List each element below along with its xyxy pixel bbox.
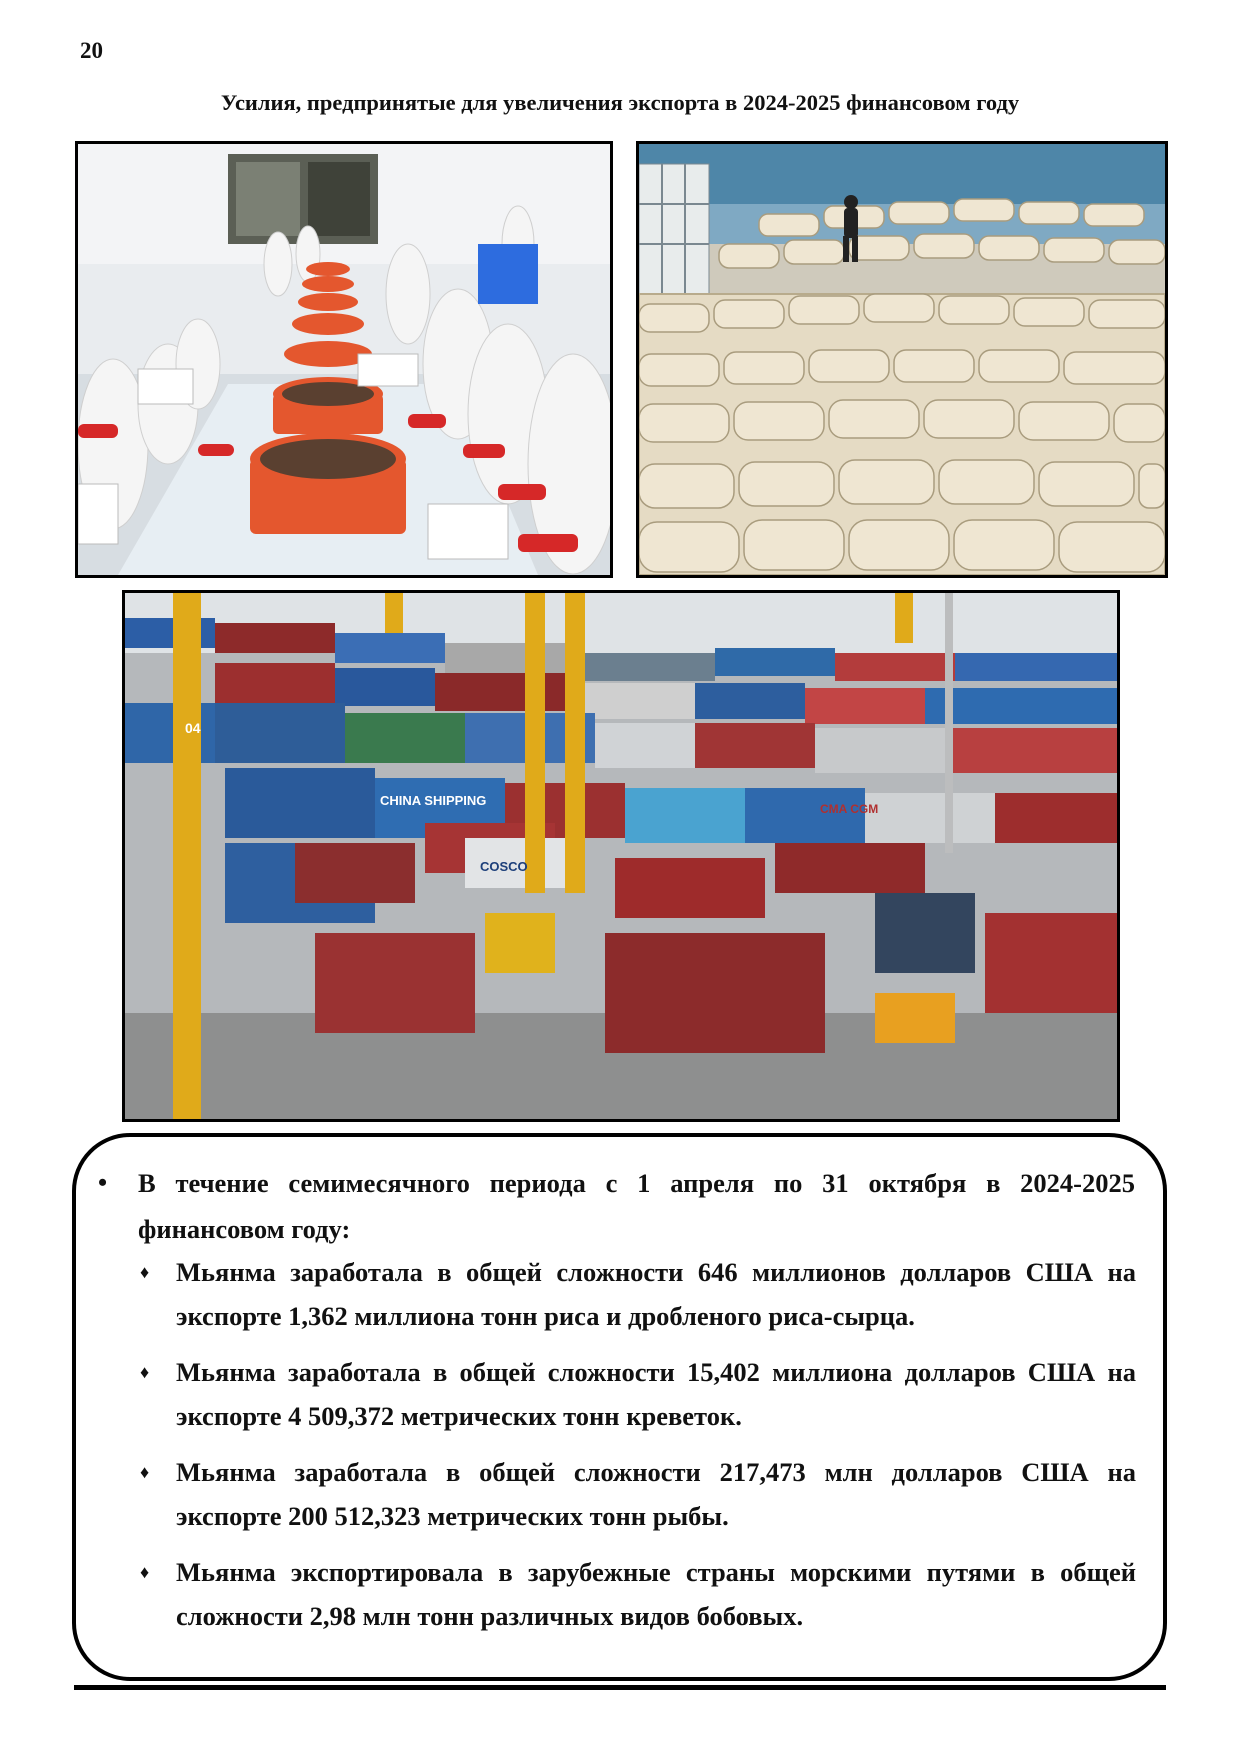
summary-lead: В течение семимесячного периода с 1 апреля по 31 октября в 2024-2025 финансовом году: bbox=[138, 1168, 1135, 1244]
bullet-icon: • bbox=[98, 1168, 108, 1197]
diamond-bullet-icon: ♦ bbox=[140, 1462, 150, 1482]
rice-warehouse-photo bbox=[636, 141, 1168, 578]
summary-item-shrimp: Мьянма заработала в общей сложности 15,402 миллиона долларов США на экспорте 4 509,372 метрических тонн креветок. bbox=[176, 1357, 1136, 1431]
page-number: 20 bbox=[80, 38, 103, 63]
port-sign-cma-cgm: CMA CGM bbox=[820, 802, 879, 816]
page-title: Усилия, предпринятые для увеличения экспорта в 2024-2025 финансовом году bbox=[220, 90, 1020, 115]
summary-item-rice: Мьянма заработала в общей сложности 646 миллионов долларов США на экспорте 1,362 миллиона тонн риса и дробленого риса-сырца. bbox=[176, 1257, 1136, 1331]
port-sign-04: 04 bbox=[185, 720, 201, 736]
diamond-bullet-icon: ♦ bbox=[140, 1362, 150, 1382]
summary-item-pulses: Мьянма экспортировала в зарубежные страны морскими путями в общей сложности 2,98 млн тонн различных видов бобовых. bbox=[176, 1557, 1136, 1631]
diamond-bullet-icon: ♦ bbox=[140, 1262, 150, 1282]
container-port-photo bbox=[122, 590, 1120, 1122]
port-sign-china-shipping: CHINA SHIPPING bbox=[380, 793, 487, 808]
footer-rule bbox=[74, 1685, 1166, 1690]
diamond-bullet-icon: ♦ bbox=[140, 1562, 150, 1582]
summary-item-fish: Мьянма заработала в общей сложности 217,473 млн долларов США на экспорте 200 512,323 метрических тонн рыбы. bbox=[176, 1457, 1136, 1531]
shrimp-processing-photo bbox=[75, 141, 613, 578]
port-sign-cosco: COSCO bbox=[480, 859, 528, 874]
